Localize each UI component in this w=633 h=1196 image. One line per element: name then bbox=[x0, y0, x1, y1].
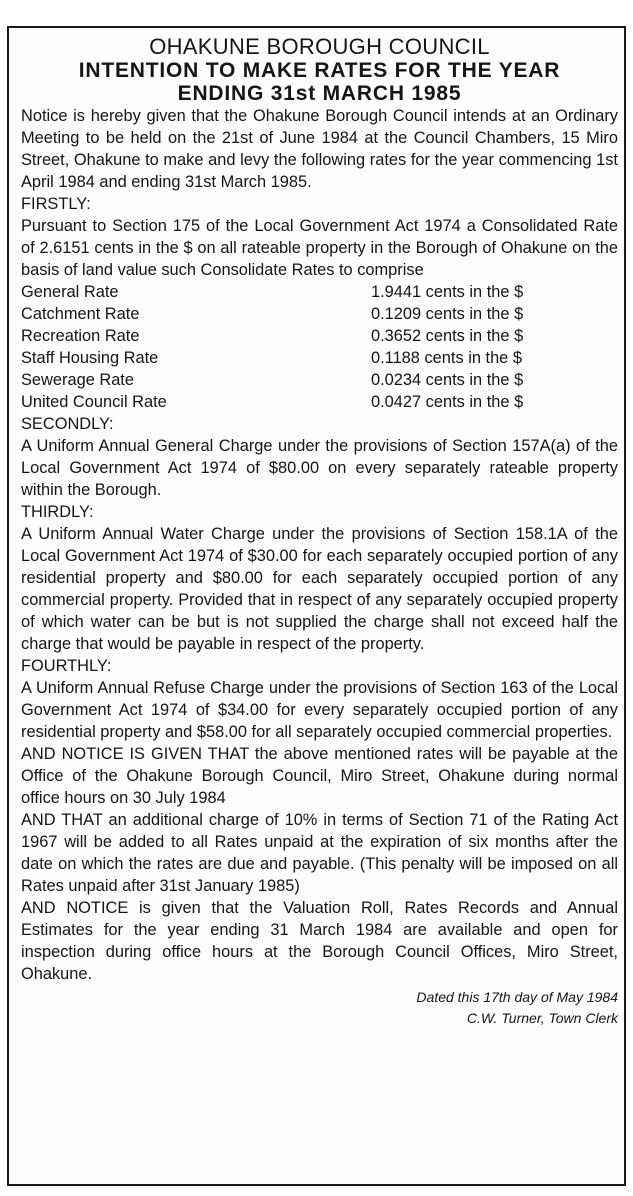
rate-name: Staff Housing Rate bbox=[21, 349, 159, 367]
intro-paragraph: Notice is hereby given that the Ohakune Borough Council intends at an Ordinary Meeting to be held on the 21st of June 1984 at the Council Chambers, 15 Miro Street, Ohakune to make and levy the following rates for the year commencing 1st April 1984 and ending 31st March 1985. bbox=[21, 107, 618, 191]
rate-row bbox=[21, 281, 618, 303]
rate-value: 0.0234 cents in the $ bbox=[371, 371, 524, 389]
rate-value: 0.1209 cents in the $ bbox=[371, 305, 524, 323]
fourthly-text: A Uniform Annual Refuse Charge under the provisions of Section 163 of the Local Government Act 1974 of $34.00 for every separately occupied portion of any residential property and $58.00 for all separately occupied commercial properties. bbox=[21, 679, 618, 741]
firstly-heading: FIRSTLY: bbox=[21, 195, 91, 213]
penalty-notice: AND THAT an additional charge of 10% in terms of Section 71 of the Rating Act 1967 will be added to all Rates unpaid at the expiration of six months after the date on which the rates are due and payable. (This penalty will be imposed on all Rates unpaid after 31st January 1985) bbox=[21, 811, 618, 895]
rate-row bbox=[21, 303, 618, 325]
rate-row bbox=[21, 325, 618, 347]
public-notice bbox=[7, 26, 626, 1186]
rate-row bbox=[21, 391, 618, 413]
rate-value: 0.1188 cents in the $ bbox=[371, 349, 522, 367]
rate-name: Sewerage Rate bbox=[21, 371, 134, 389]
rate-value: 1.9441 cents in the $ bbox=[371, 283, 524, 301]
firstly-text: Pursuant to Section 175 of the Local Government Act 1974 a Consolidated Rate of 2.6151 cents in the $ on all rateable property in the Borough of Ohakune on the basis of land value such Consolidate Rates to comprise bbox=[21, 217, 618, 279]
signatory: C.W. Turner, Town Clerk bbox=[466, 1010, 618, 1026]
council-name: OHAKUNE BOROUGH COUNCIL bbox=[149, 34, 490, 59]
rate-name: Catchment Rate bbox=[21, 305, 140, 323]
thirdly-text: A Uniform Annual Water Charge under the provisions of Section 158.1A of the Local Government Act 1974 of $30.00 for each separately occupied portion of any residential property and $80.00 for each separately occupied portion of any commercial property. Provided that in respect of any separately occupied property of which water can be but is not supplied the charge shall not exceed half the charge that would be payable in respect of the property. bbox=[21, 525, 618, 653]
valuation-notice: AND NOTICE is given that the Valuation Roll, Rates Records and Annual Estimates for the year ending 31 March 1984 are available and open for inspection during office hours at the Borough Council Offices, Miro Street, Ohakune. bbox=[21, 899, 618, 983]
notice-title-line-1: INTENTION TO MAKE RATES FOR THE YEAR bbox=[78, 59, 561, 82]
fourthly-heading: FOURTHLY: bbox=[21, 657, 112, 675]
rate-row bbox=[21, 369, 618, 391]
notice-body bbox=[21, 34, 618, 1029]
secondly-heading: SECONDLY: bbox=[21, 415, 114, 433]
notice-title-line-2: ENDING 31st MARCH 1985 bbox=[177, 82, 462, 105]
rate-value: 0.3652 cents in the $ bbox=[371, 327, 524, 345]
rate-name: General Rate bbox=[21, 283, 119, 301]
rates-table bbox=[21, 281, 618, 413]
rate-row bbox=[21, 347, 618, 369]
thirdly-heading: THIRDLY: bbox=[21, 503, 94, 521]
rate-value: 0.0427 cents in the $ bbox=[371, 393, 524, 411]
rate-name: United Council Rate bbox=[21, 393, 167, 411]
dated-line: Dated this 17th day of May 1984 bbox=[416, 989, 618, 1005]
secondly-text: A Uniform Annual General Charge under the provisions of Section 157A(a) of the Local Government Act 1974 of $80.00 on every separately rateable property within the Borough. bbox=[21, 437, 618, 499]
payment-notice: AND NOTICE IS GIVEN THAT the above mentioned rates will be payable at the Office of the Ohakune Borough Council, Miro Street, Ohakune during normal office hours on 30 July 1984 bbox=[21, 745, 618, 807]
rate-name: Recreation Rate bbox=[21, 327, 140, 345]
